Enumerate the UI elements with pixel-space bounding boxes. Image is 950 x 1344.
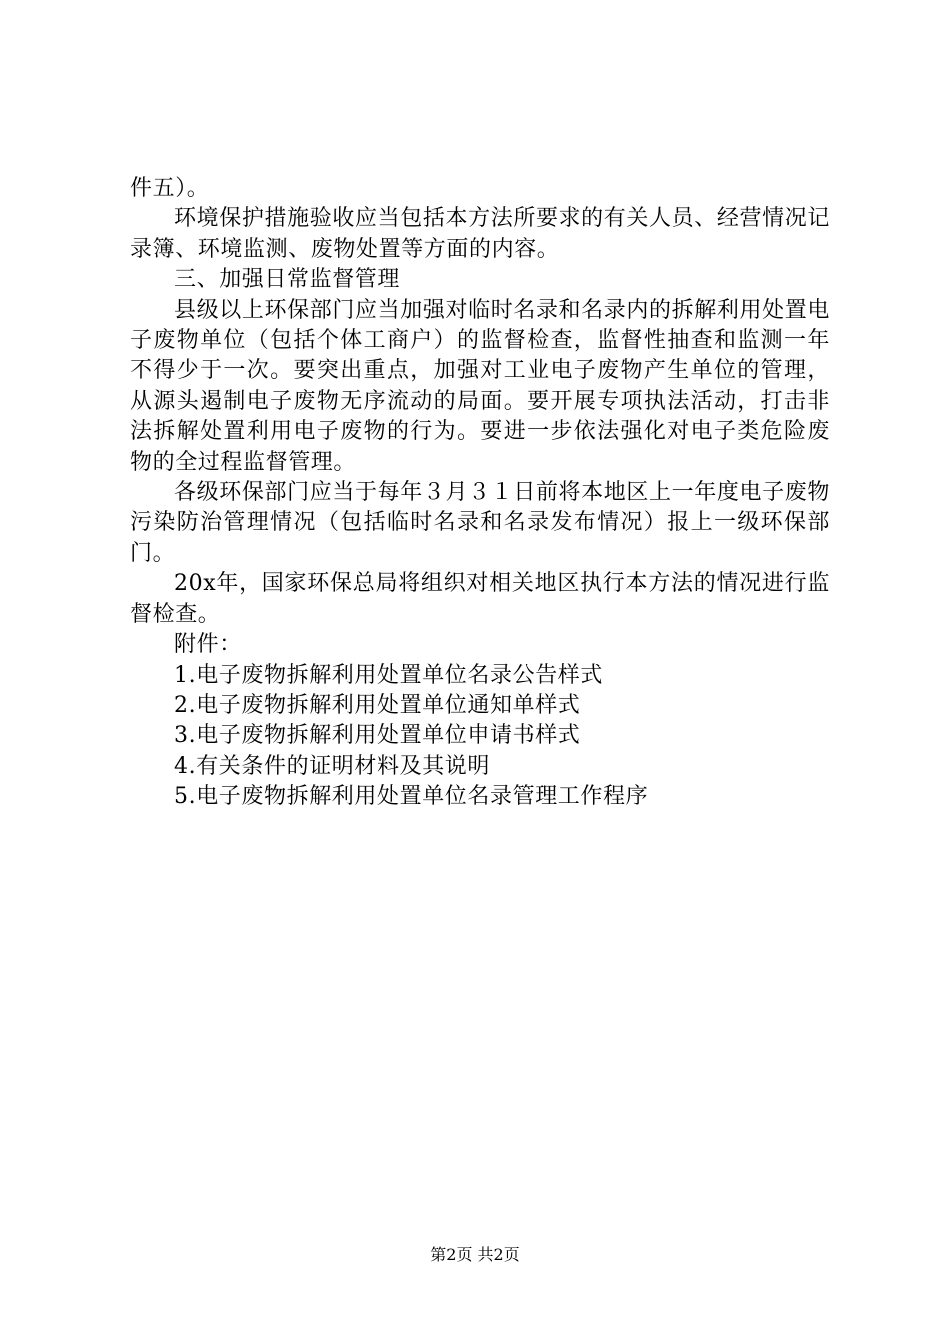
paragraph-inspection: 20x年，国家环保总局将组织对相关地区执行本方法的情况进行监督检查。 — [130, 571, 830, 627]
paragraph-continuation: 件五）。 — [130, 176, 210, 201]
attachment-item: 5.电子废物拆解利用处置单位名录管理工作程序 — [174, 784, 649, 810]
attachment-item: 4.有关条件的证明材料及其说明 — [174, 753, 490, 779]
document-body — [130, 174, 830, 813]
attachment-item: 1.电子废物拆解利用处置单位名录公告样式 — [174, 662, 603, 688]
paragraph-annual-report: 各级环保部门应当于每年３月３１日前将本地区上一年度电子废物污染防治管理情况（包括临时名录和名录发布情况）报上一级环保部门。 — [130, 480, 830, 566]
page-footer: 第2页 共2页 — [430, 1245, 520, 1264]
attachment-item: 2.电子废物拆解利用处置单位通知单样式 — [174, 692, 581, 718]
attachments-heading: 附件： — [174, 632, 242, 658]
section-heading-supervision: 三、加强日常监督管理 — [174, 267, 401, 293]
paragraph-county-supervision: 县级以上环保部门应当加强对临时名录和名录内的拆解利用处置电子废物单位（包括个体工商户）的监督检查，监督性抽查和监测一年不得少于一次。要突出重点，加强对工业电子废物产生单位的管理，从源头遏制电子废物无序流动的局面。要开展专项执法活动，打击非法拆解处置利用电子废物的行为。要进一步依法强化对电子类危险废物的全过程监督管理。 — [130, 297, 830, 475]
attachment-item: 3.电子废物拆解利用处置单位申请书样式 — [174, 723, 581, 749]
paragraph-acceptance: 环境保护措施验收应当包括本方法所要求的有关人员、经营情况记录簿、环境监测、废物处置等方面的内容。 — [130, 206, 830, 262]
